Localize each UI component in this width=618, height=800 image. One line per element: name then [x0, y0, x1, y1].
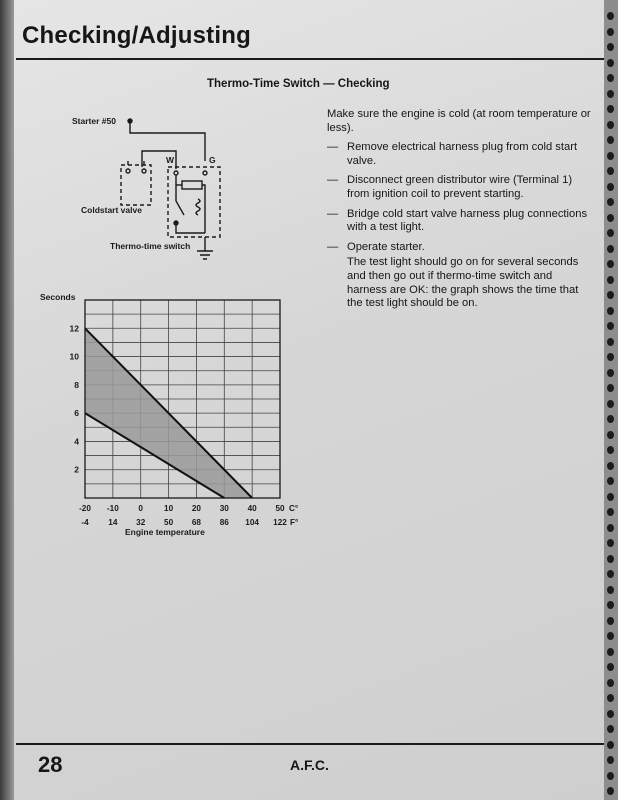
step-dash: —: [327, 174, 339, 187]
binding-ring: [607, 617, 614, 625]
binding-ring: [607, 508, 614, 516]
x-tick-label-celsius: 10: [164, 504, 174, 513]
binding-ring: [607, 431, 614, 439]
binding-ring: [607, 694, 614, 702]
x-unit-celsius: C°: [289, 504, 299, 513]
binding-ring: [607, 586, 614, 594]
binding-ring: [607, 276, 614, 284]
binding-ring: [607, 787, 614, 795]
instruction-step: [327, 141, 592, 168]
page-number: 28: [38, 752, 63, 777]
y-tick-label: 8: [74, 379, 79, 390]
thermo-time-switch-label: Thermo-time switch: [110, 241, 191, 251]
binding-ring: [607, 90, 614, 98]
x-tick-label-celsius: -20: [79, 504, 91, 513]
step-text: Disconnect green distributor wire (Terminal 1) from ignition coil to prevent starting.: [347, 174, 573, 200]
x-tick-label-fahrenheit: 68: [191, 518, 201, 527]
binding-ring: [607, 632, 614, 640]
binding-ring: [607, 555, 614, 563]
step-dash: —: [327, 141, 339, 154]
thermo-time-chart: [30, 288, 299, 548]
binding-ring: [607, 43, 614, 51]
binding-ring: [607, 229, 614, 237]
binding-spine: [0, 0, 14, 800]
binding-ring: [607, 369, 614, 377]
binding-ring: [607, 198, 614, 206]
starter-label: Starter #50: [72, 116, 116, 126]
section-title: Checking/Adjusting: [22, 22, 251, 49]
x-tick-label-celsius: 20: [191, 504, 201, 513]
step-dash: —: [327, 207, 339, 220]
x-tick-label-celsius: 0: [138, 504, 143, 513]
footer-code: A.F.C.: [290, 757, 329, 773]
binding-ring: [607, 570, 614, 578]
x-tick-label-fahrenheit: 50: [164, 518, 174, 527]
binding-ring: [607, 59, 614, 67]
instructions: [327, 108, 592, 311]
binding-ring: [607, 539, 614, 547]
binding-ring: [607, 12, 614, 20]
binding-ring: [607, 710, 614, 718]
binding-ring: [607, 28, 614, 36]
x-tick-label-fahrenheit: -4: [81, 518, 89, 527]
binding-ring: [607, 725, 614, 733]
y-axis-label: Seconds: [40, 292, 76, 302]
binding-ring: [607, 214, 614, 222]
binding-ring: [607, 152, 614, 160]
binding-ring: [607, 353, 614, 361]
subheading: Thermo-Time Switch — Checking: [207, 78, 390, 90]
binding-ring: [607, 338, 614, 346]
binding-ring: [607, 679, 614, 687]
binding-ring: [607, 415, 614, 423]
spiral-binding: [602, 0, 618, 800]
x-tick-label-fahrenheit: 104: [245, 518, 259, 527]
x-tick-label-celsius: 40: [247, 504, 257, 513]
x-tick-label-fahrenheit: 86: [219, 518, 229, 527]
note-text: The test light should go on for several seconds and then go out if thermo-time switch and harness are OK: the graph shows the time that the test light should be on.: [347, 256, 579, 310]
wiring-diagram: [60, 105, 230, 265]
binding-ring: [607, 400, 614, 408]
binding-ring: [607, 121, 614, 129]
terminal-w-label: W: [166, 155, 175, 165]
binding-ring: [607, 74, 614, 82]
binding-ring: [607, 260, 614, 268]
x-tick-label-fahrenheit: 14: [108, 518, 118, 527]
x-tick-label-celsius: 30: [219, 504, 229, 513]
x-unit-fahrenheit: F°: [290, 518, 299, 527]
binding-ring: [607, 291, 614, 299]
step-text: Remove electrical harness plug from cold start valve.: [347, 141, 578, 167]
x-tick-label-fahrenheit: 122: [273, 518, 287, 527]
binding-ring: [607, 105, 614, 113]
binding-ring: [607, 136, 614, 144]
y-tick-label: 10: [69, 351, 79, 362]
binding-ring: [607, 167, 614, 175]
y-tick-label: 12: [69, 323, 79, 334]
binding-ring: [607, 524, 614, 532]
binding-ring: [607, 245, 614, 253]
binding-ring: [607, 477, 614, 485]
step-dash: —: [327, 240, 339, 253]
instruction-step: [327, 208, 592, 235]
coldstart-valve-label: Coldstart valve: [81, 205, 142, 215]
binding-ring: [607, 384, 614, 392]
y-tick-label: 4: [74, 436, 79, 447]
binding-ring: [607, 663, 614, 671]
y-tick-label: 6: [74, 408, 79, 419]
x-tick-label-celsius: -10: [106, 504, 119, 513]
binding-ring: [607, 493, 614, 501]
binding-ring: [607, 183, 614, 191]
x-axis-label: Engine temperature: [125, 527, 205, 537]
header-rule: [16, 58, 604, 60]
binding-ring: [607, 601, 614, 609]
binding-ring: [607, 648, 614, 656]
instruction-step: [327, 241, 592, 255]
x-tick-label-fahrenheit: 32: [136, 518, 146, 527]
instruction-step: [327, 174, 592, 201]
terminal-g-label: G: [209, 155, 216, 165]
binding-ring: [607, 756, 614, 764]
intro-text: Make sure the engine is cold (at room temperature or less).: [327, 108, 591, 134]
binding-ring: [607, 462, 614, 470]
x-tick-label-celsius: 50: [275, 504, 285, 513]
footer-rule: [16, 743, 604, 745]
binding-ring: [607, 741, 614, 749]
y-tick-label: 2: [74, 464, 79, 475]
binding-ring: [607, 322, 614, 330]
step-text: Operate starter.: [347, 240, 425, 253]
step-text: Bridge cold start valve harness plug connections with a test light.: [347, 207, 588, 234]
binding-ring: [607, 307, 614, 315]
binding-ring: [607, 446, 614, 454]
binding-ring: [607, 772, 614, 780]
